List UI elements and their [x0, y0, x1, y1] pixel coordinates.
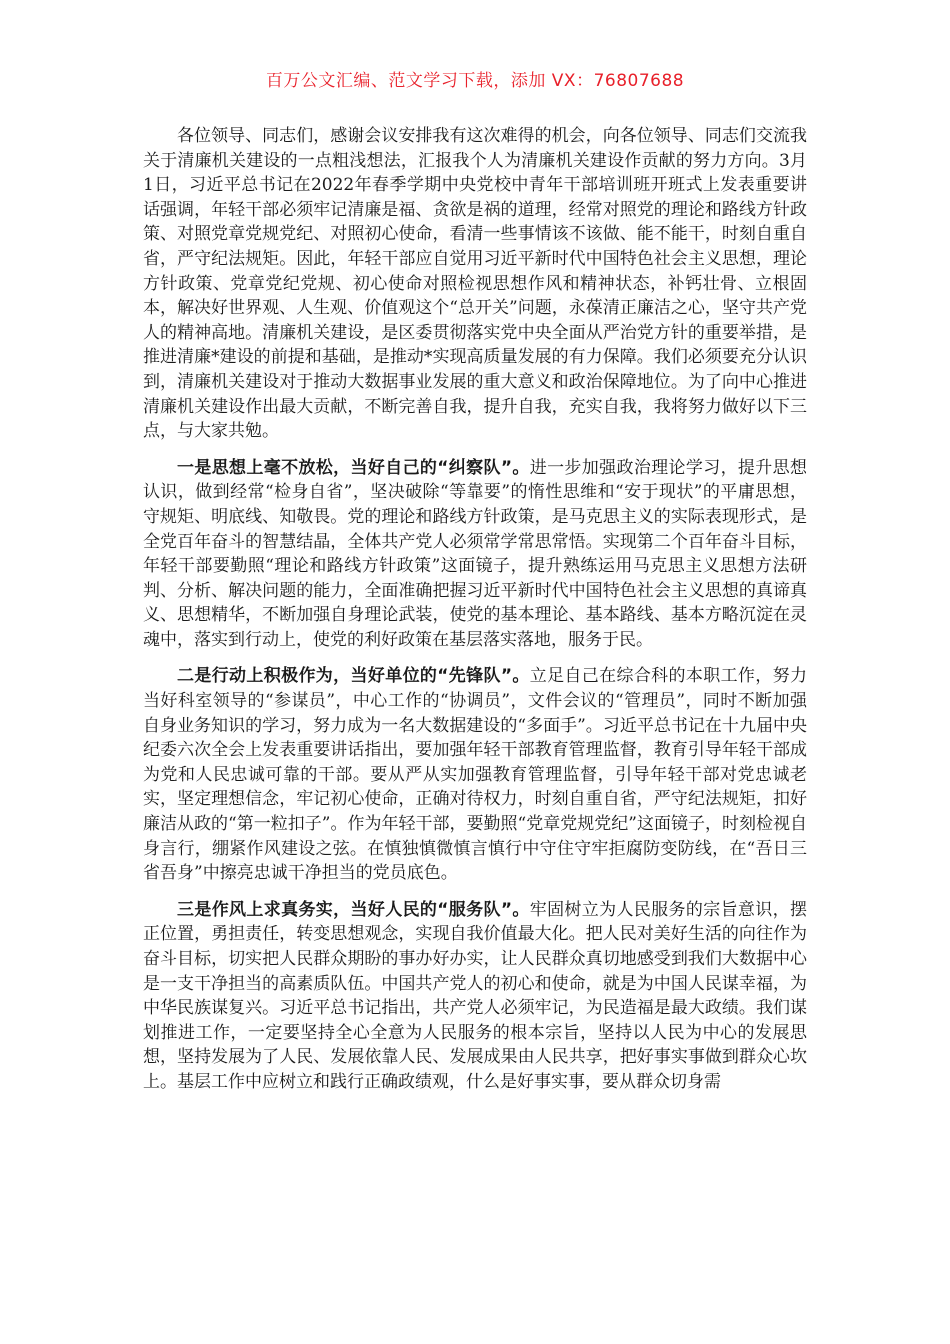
paragraph-text: 进一步加强政治理论学习，提升思想认识，做到经常“检身自省”，坚决破除“等靠要”的惰性思维和“安于现状”的平庸思想，守规矩、明底线、知敬畏。党的理论和路线方针政策，是马克思主义的实际表现形式，是全党百年奋斗的智慧结晶，全体共产党人必须常学常思常悟。实现第二个百年奋斗目标，年轻干部要勤照“理论和路线方针政策”这面镜子，提升熟练运用马克思主义思想方法研判、分析、解决问题的能力，全面准确把握习近平新时代中国特色社会主义思想的真谛真义、思想精华，不断加强自身理论武装，使党的基本理论、基本路线、基本方略沉淀在灵魂中，落实到行动上，使党的利好政策在基层落实落地，服务于民。	[143, 457, 807, 650]
paragraph-text: 各位领导、同志们，感谢会议安排我有这次难得的机会，向各位领导、同志们交流我关于清廉机关建设的一点粗浅想法，汇报我个人为清廉机关建设作贡献的努力方向。3月1日，习近平总书记在2022年春季学期中央党校中青年干部培训班开班式上发表重要讲话强调，年轻干部必须牢记清廉是福、贪欲是祸的道理，经常对照党的理论和路线方针政策、对照党章党规党纪、对照初心使命，看清一些事情该不该做、能不能干，时刻自重自省，严守纪法规矩。因此，年轻干部应自觉用习近平新时代中国特色社会主义思想，理论方针政策、党章党纪党规、初心使命对照检视思想作风和精神状态，补钙壮骨、立根固本，解决好世界观、人生观、价值观这个“总开关”问题，永葆清正廉洁之心，坚守共产党人的精神高地。清廉机关建设，是区委贯彻落实党中央全面从严治党方针的重要举措，是推进清廉*建设的前提和基础，是推动*实现高质量发展的有力保障。我们必须要充分认识到，清廉机关建设对于推动大数据事业发展的重大意义和政治保障地位。为了向中心推进清廉机关建设作出最大贡献，不断完善自我，提升自我，充实自我，我将努力做好以下三点，与大家共勉。	[143, 126, 807, 442]
paragraph-point-two	[143, 664, 807, 885]
paragraph-lead: 一是思想上毫不放松，当好自己的“纠察队”。	[177, 457, 530, 478]
watermark-banner: 百万公文汇编、范文学习下载，添加 VX：76807688	[265, 71, 685, 91]
paragraph-point-three	[143, 898, 807, 1095]
document-body	[143, 124, 807, 1107]
paragraph-text: 立足自己在综合科的本职工作，努力当好科室领导的“参谋员”，中心工作的“协调员”，文件会议的“管理员”，同时不断加强自身业务知识的学习，努力成为一名大数据建设的“多面手”。习近平总书记在十九届中央纪委六次全会上发表重要讲话指出，要加强年轻干部教育管理监督，教育引导年轻干部成为党和人民忠诚可靠的干部。要从严从实加强教育管理监督，引导年轻干部对党忠诚老实，坚定理想信念，牢记初心使命，正确对待权力，时刻自重自省，严守纪法规矩，扣好廉洁从政的“第一粒扣子”。作为年轻干部，要勤照“党章党规党纪”这面镜子，时刻检视自身言行，绷紧作风建设之弦。在慎独慎微慎言慎行中守住守牢拒腐防变防线，在“吾日三省吾身”中擦亮忠诚干净担当的党员底色。	[143, 666, 807, 884]
paragraph-lead: 二是行动上积极作为，当好单位的“先锋队”。	[177, 666, 530, 687]
paragraph-intro	[143, 124, 807, 444]
paragraph-lead: 三是作风上求真务实，当好人民的“服务队”。	[177, 899, 530, 920]
paragraph-point-one	[143, 456, 807, 653]
paragraph-text: 牢固树立为人民服务的宗旨意识，摆正位置，勇担责任，转变思想观念，实现自我价值最大化。把人民对美好生活的向往作为奋斗目标，切实把人民群众期盼的事办好办实，让人民群众真切地感受到我们大数据中心是一支干净担当的高素质队伍。中国共产党人的初心和使命，就是为中国人民谋幸福，为中华民族谋复兴。习近平总书记指出，共产党人必须牢记，为民造福是最大政绩。我们谋划推进工作，一定要坚持全心全意为人民服务的根本宗旨，坚持以人民为中心的发展思想，坚持发展为了人民、发展依靠人民、发展成果由人民共享，把好事实事做到群众心坎上。基层工作中应树立和践行正确政绩观，什么是好事实事，要从群众切身需	[143, 899, 807, 1092]
